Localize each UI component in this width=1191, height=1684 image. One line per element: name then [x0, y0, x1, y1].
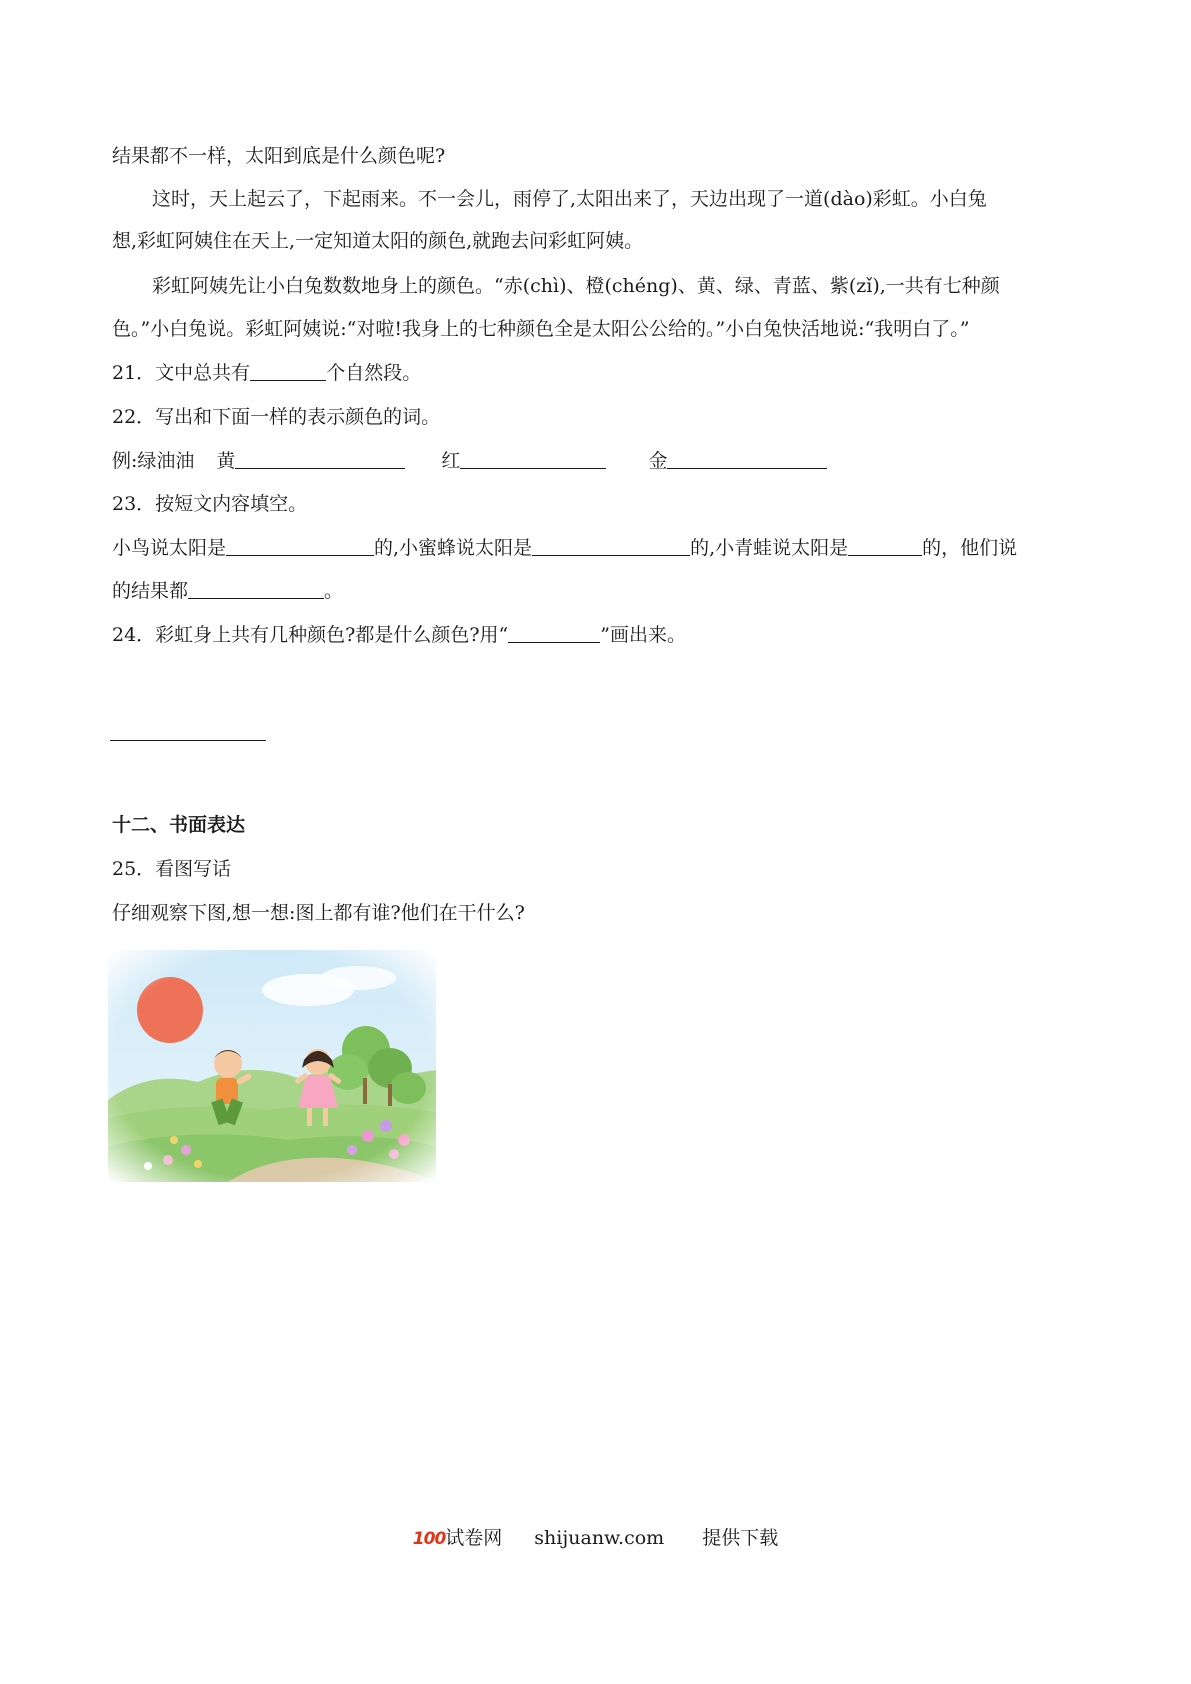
question-text: 24．彩虹身上共有几种颜色?都是什么颜色?用“: [112, 624, 509, 646]
question-21: [112, 361, 421, 385]
question-23-fill: [112, 579, 343, 603]
question-24: [112, 623, 686, 647]
answer-blank[interactable]: [667, 450, 827, 469]
answer-blank[interactable]: [250, 362, 326, 381]
question-text: 的,小青蛙说太阳是: [690, 537, 849, 559]
question-25: 25．看图写话: [112, 858, 232, 880]
answer-line[interactable]: [110, 740, 266, 741]
question-text: 个自然段。: [326, 362, 422, 384]
question-text: 的，他们说: [922, 537, 1018, 559]
passage-line: 彩虹阿姨先让小白兔数数地身上的颜色。“赤(chì)、橙(chéng)、黄、绿、青蓝、紫(zǐ),一共有七种颜: [152, 275, 1000, 297]
word-prefix: 黄: [216, 450, 236, 472]
answer-blank[interactable]: [235, 450, 405, 469]
passage-line: 想,彩虹阿姨住在天上,一定知道太阳的颜色,就跑去问彩虹阿姨。: [112, 230, 644, 252]
page-footer: [0, 1526, 1191, 1551]
logo-text: 试卷网: [445, 1527, 503, 1549]
question-22: 22．写出和下面一样的表示颜色的词。: [112, 406, 441, 428]
question-23: 23．按短文内容填空。: [112, 493, 308, 515]
question-text: 的结果都: [112, 580, 189, 602]
word-prefix: 金: [648, 450, 668, 472]
passage-line: 色。”小白兔说。彩虹阿姨说:“对啦!我身上的七种颜色全是太阳公公给的。”小白兔快活地说:“我明白了。”: [112, 318, 970, 340]
picture-illustration: [108, 950, 436, 1182]
site-link[interactable]: shijuanw.com: [534, 1527, 665, 1549]
question-text: 。: [324, 580, 344, 602]
example-word: 例:绿油油: [112, 450, 195, 472]
answer-blank[interactable]: [188, 580, 324, 599]
word-prefix: 红: [441, 450, 461, 472]
question-text: ”画出来。: [600, 624, 686, 646]
answer-blank[interactable]: [460, 450, 606, 469]
answer-blank[interactable]: [848, 537, 922, 556]
answer-blank[interactable]: [532, 537, 690, 556]
footer-tagline: 提供下载: [702, 1527, 779, 1549]
passage-line: 这时，天上起云了，下起雨来。不一会儿，雨停了,太阳出来了，天边出现了一道(dào)彩虹。小白兔: [152, 188, 987, 210]
question-text: 小鸟说太阳是: [112, 537, 227, 559]
question-text: 21．文中总共有: [112, 362, 251, 384]
question-23-fill: [112, 536, 1017, 560]
logo-mark: 100: [412, 1529, 446, 1549]
passage-line: 结果都不一样，太阳到底是什么颜色呢?: [112, 145, 446, 167]
question-22-example: [112, 449, 827, 473]
question-25-prompt: 仔细观察下图,想一想:图上都有谁?他们在干什么?: [112, 902, 525, 924]
section-heading: 十二、书面表达: [112, 814, 246, 836]
question-text: 的,小蜜蜂说太阳是: [374, 537, 533, 559]
answer-blank[interactable]: [226, 537, 374, 556]
inline-blank: [508, 624, 600, 643]
